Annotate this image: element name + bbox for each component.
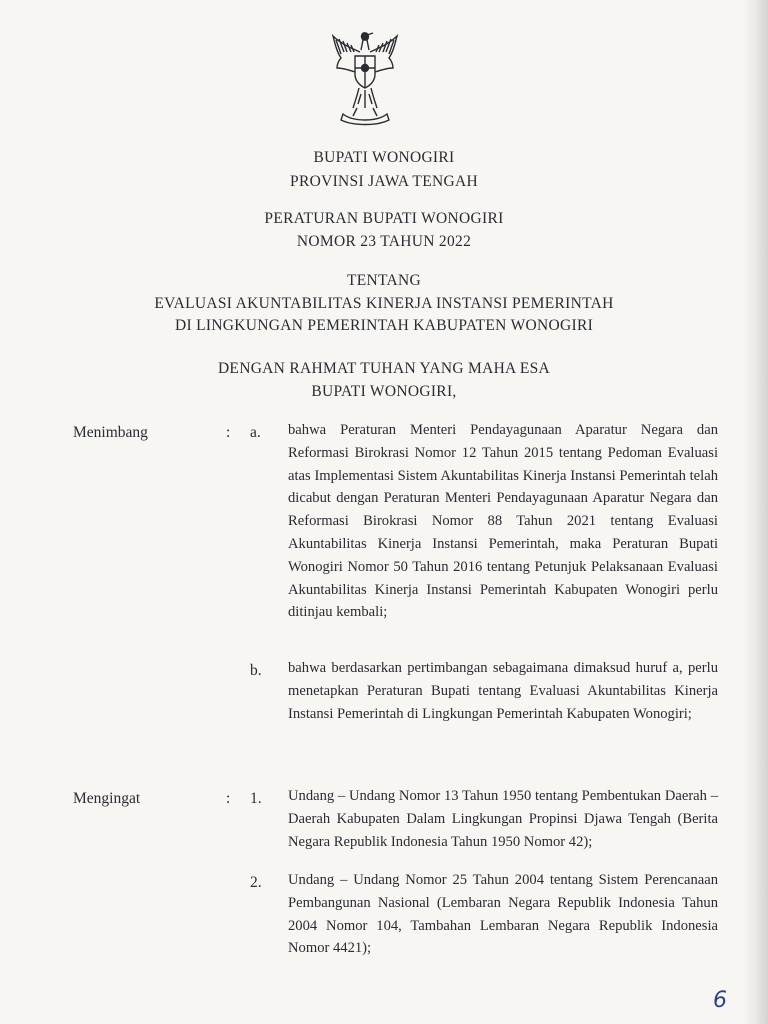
header-province: PROVINSI JAWA TENGAH — [290, 173, 478, 190]
menimbang-colon: : — [226, 424, 231, 441]
menimbang-label: Menimbang — [73, 424, 148, 441]
regulation-title: PERATURAN BUPATI WONOGIRI — [264, 210, 504, 227]
regulation-about-label: TENTANG — [346, 272, 422, 289]
menimbang-item-marker: b. — [250, 662, 262, 679]
issuer-line: BUPATI WONOGIRI, — [311, 383, 457, 400]
mengingat-item-text: Undang – Undang Nomor 13 Tahun 1950 tentang Pembentukan Daerah – Daerah Kabupaten Dalam Lingkungan Propinsi Djawa Tengah (Berita Negara Republik Indonesia Tahun 1950 Nomor 42); — [288, 788, 718, 850]
mengingat-label: Mengingat — [73, 790, 141, 807]
regulation-subject-line1: EVALUASI AKUNTABILITAS KINERJA INSTANSI PEMERINTAH — [154, 295, 614, 312]
header-regent-title: BUPATI WONOGIRI — [313, 149, 455, 166]
menimbang-item-text: bahwa berdasarkan pertimbangan sebagaimana dimaksud huruf a, perlu menetapkan Peraturan Bupati tentang Evaluasi Akuntabilitas Kinerja Instansi Pemerintah di Lingkungan Pemerintah Kabupaten Wonogiri; — [288, 660, 718, 722]
mengingat-item-marker: 2. — [250, 874, 262, 891]
mengingat-item-marker: 1. — [250, 790, 262, 807]
handwritten-page-mark: 6 — [713, 988, 727, 1013]
menimbang-item-text: bahwa Peraturan Menteri Pendayagunaan Aparatur Negara dan Reformasi Birokrasi Nomor 12 Tahun 2015 tentang Pedoman Evaluasi atas Implementasi Sistem Akuntabilitas Kinerja Instansi Pemerintah telah dicabut dengan Peraturan Menteri Pendayagunaan Aparatur Negara dan Reformasi Birokrasi Nomor 88 Tahun 2021 tentang Evaluasi Akuntabilitas Kinerja Instansi Pemerintah, maka Peraturan Bupati Wonogiri Nomor 50 Tahun 2016 tentang Petunjuk Pelaksanaan Evaluasi Akuntabilitas Kinerja Instansi Pemerintah Kabupaten Wonogiri perlu ditinjau kembali; — [288, 422, 718, 621]
mengingat-colon: : — [226, 790, 231, 807]
regulation-number: NOMOR 23 TAHUN 2022 — [296, 233, 472, 250]
mengingat-item-text: Undang – Undang Nomor 25 Tahun 2004 tentang Sistem Perencanaan Pembangunan Nasional (Lembaran Negara Republik Indonesia Tahun 2004 Nomor 104, Tambahan Lembaran Negara Republik Indonesia Nomor 4421); — [288, 872, 718, 957]
invocation-line: DENGAN RAHMAT TUHAN YANG MAHA ESA — [217, 360, 551, 377]
regulation-subject-line2: DI LINGKUNGAN PEMERINTAH KABUPATEN WONOGIRI — [174, 317, 594, 334]
menimbang-item-marker: a. — [250, 424, 261, 441]
garuda-emblem-icon — [327, 30, 403, 130]
